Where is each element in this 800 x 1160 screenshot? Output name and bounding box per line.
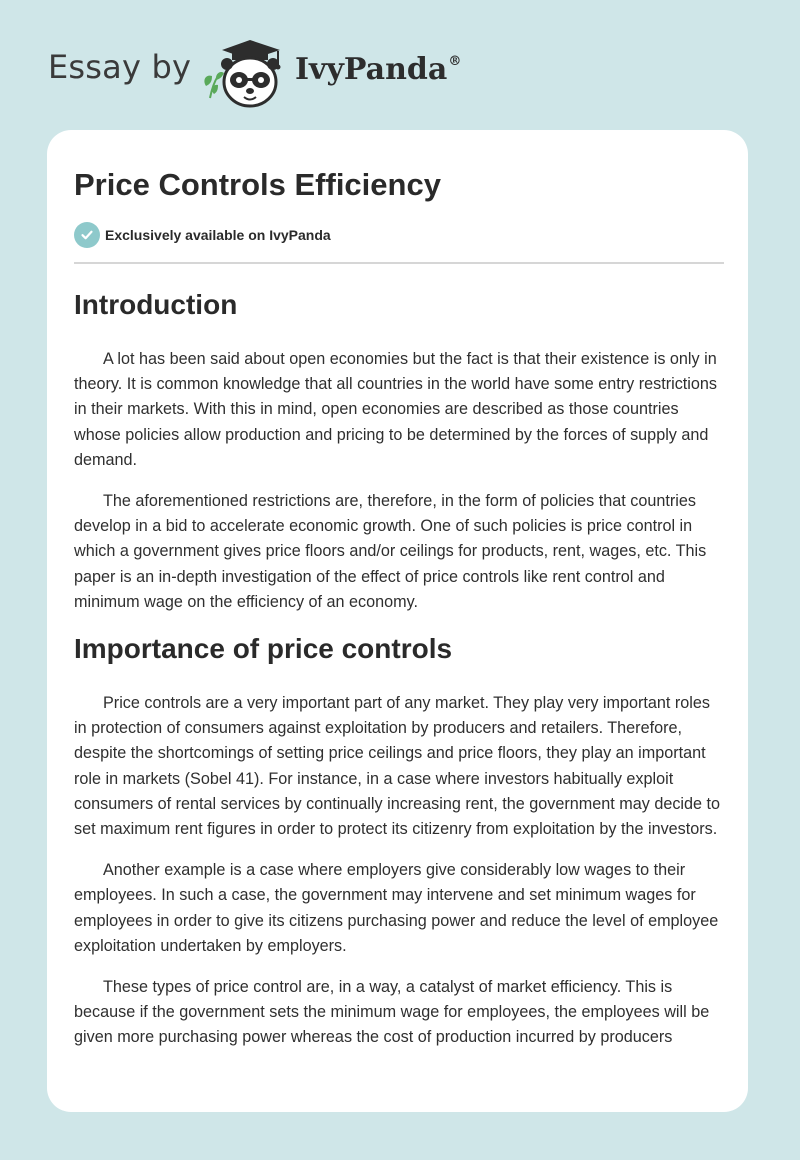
brand-text: IvyPanda bbox=[295, 52, 448, 87]
paragraph: Price controls are a very important part of any market. They play very important roles in protection of consumers against exploitation by producers and retailers. Therefore, despite the shortcomings of setting price ceilings and price floors, they play an important role in markets (Sobel 41). For instance, in a case where investors habitually exploit consumers of rental services by continually increasing rent, the government may decide to set maximum rent figures in order to protect its citizenry from exploitation by the investors. bbox=[74, 694, 721, 839]
essay-content bbox=[74, 166, 724, 1051]
essay-card bbox=[47, 130, 748, 1112]
panda-logo-icon[interactable] bbox=[200, 36, 292, 110]
section-heading-introduction: Introduction bbox=[74, 289, 238, 320]
paragraph: Another example is a case where employers give considerably low wages to their employees. In such a case, the government may intervene and set minimum wages for employees in order to give its citizens purchasing power and reduce the level of employee exploitation undertaken by employers. bbox=[74, 861, 719, 955]
check-circle-icon bbox=[74, 222, 100, 248]
paragraph: A lot has been said about open economies but the fact is that their existence is only in theory. It is common knowledge that all countries in the world have some entry restrictions in their markets. With this in mind, open economies are described as those countries whose policies allow production and pricing to be determined by the forces of supply and demand. bbox=[74, 350, 717, 469]
exclusive-badge bbox=[74, 222, 724, 248]
badge-label: Exclusively available on IvyPanda bbox=[105, 227, 331, 243]
essay-by-label: Essay by bbox=[48, 48, 192, 86]
paragraph: These types of price control are, in a way, a catalyst of market efficiency. This is because if the government sets the minimum wage for employees, the employees will be given more purchasing power whereas the cost of production incurred by producers bbox=[74, 978, 710, 1047]
section-heading-importance: Importance of price controls bbox=[74, 633, 453, 665]
brand-name[interactable] bbox=[295, 52, 461, 87]
site-header bbox=[0, 0, 800, 130]
essay-title: Price Controls Efficiency bbox=[74, 167, 441, 202]
divider bbox=[74, 262, 724, 264]
paragraph: The aforementioned restrictions are, therefore, in the form of policies that countries develop in a bid to accelerate economic growth. One of such policies is price control in which a government gives price floors and/or ceilings for products, rent, wages, etc. This paper is an in-depth investigation of the effect of price controls like rent control and minimum wage on the efficiency of an economy. bbox=[74, 492, 707, 611]
registered-mark: ® bbox=[448, 54, 462, 69]
